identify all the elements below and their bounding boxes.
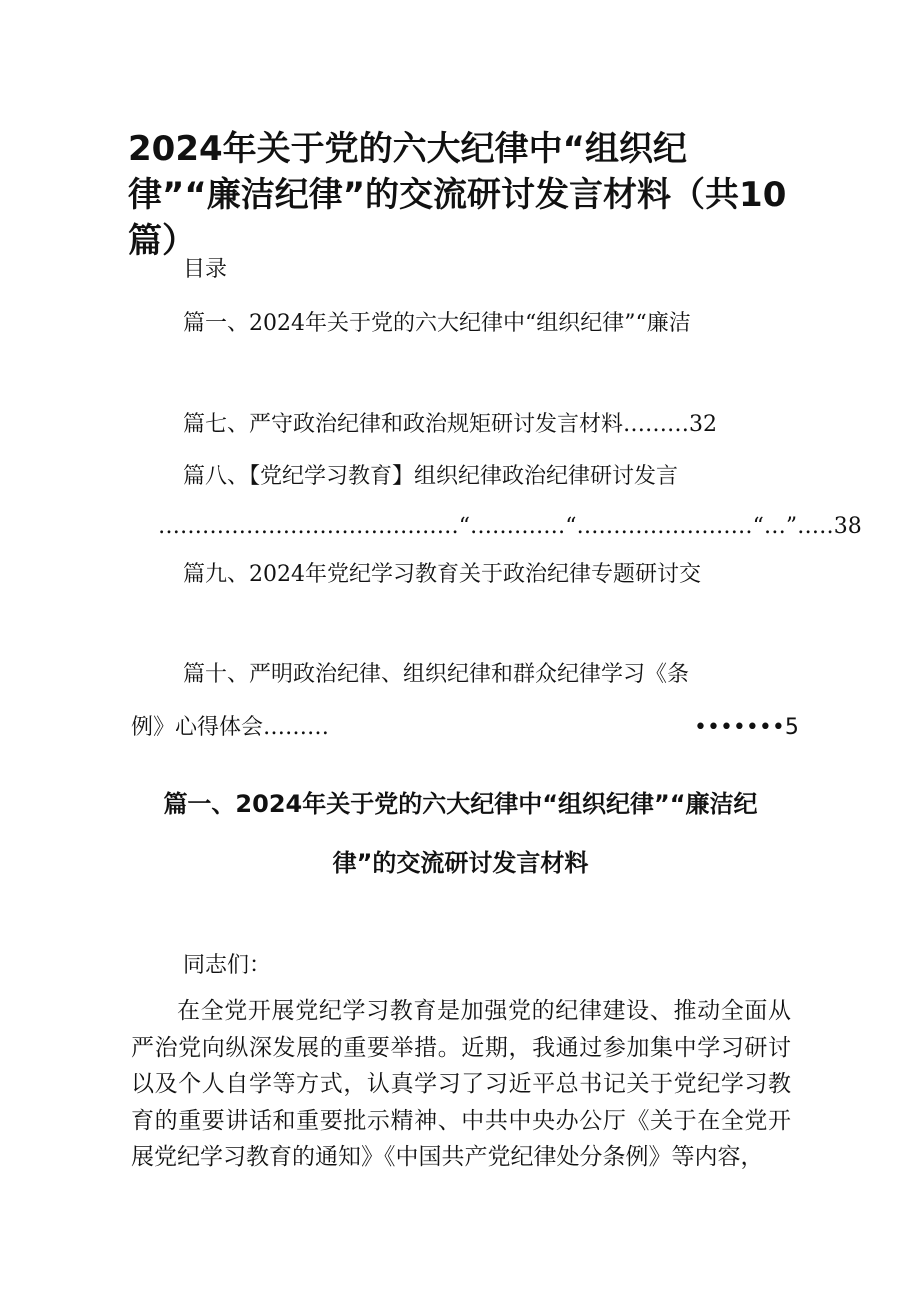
toc-item-8: 篇八、【党纪学习教育】组织纪律政治纪律研讨发言 (183, 464, 679, 489)
toc-item-1: 篇一、2024年关于党的六大纪律中“组织纪律”“廉洁 (183, 311, 691, 336)
toc-item-10: 篇十、严明政治纪律、组织纪律和群众纪律学习《条 (183, 662, 690, 687)
body-paragraph: 在全党开展党纪学习教育是加强党的纪律建设、推动全面从严治党向纵深发展的重要举措。近期，我通过参加集中学习研讨以及个人自学等方式，认真学习了习近平总书记关于党纪学习教育的重要讲话和重要批示精神、中共中央办公厅《关于在全党开展党纪学习教育的通知》《中国共产党纪律处分条例》等内容， (131, 998, 791, 1170)
toc-item-10-continuation: 例》心得体会……… (131, 715, 330, 740)
toc-item-7: 篇七、严守政治纪律和政治规矩研讨发言材料………32 (183, 412, 717, 437)
section-title-line-1: 篇一、2024年关于党的六大纪律中“组织纪律”“廉洁纪 (163, 790, 758, 818)
toc-item-10-page: •••••••5 (694, 715, 799, 740)
toc-item-8-leader: ‥…‥‥…‥…‥…………‥…‥…“…‥…‥…“…‥…‥…‥………“…”‥…38 (158, 514, 862, 539)
section-title-line-2: 律”的交流研讨发言材料 (332, 849, 589, 877)
greeting: 同志们： (183, 953, 272, 978)
document-title: 2024年关于党的六大纪律中“组织纪律”“廉洁纪律”的交流研讨发言材料（共10篇） (128, 129, 787, 261)
toc-label: 目录 (183, 257, 228, 282)
toc-item-9: 篇九、2024年党纪学习教育关于政治纪律专题研讨交 (183, 562, 701, 587)
